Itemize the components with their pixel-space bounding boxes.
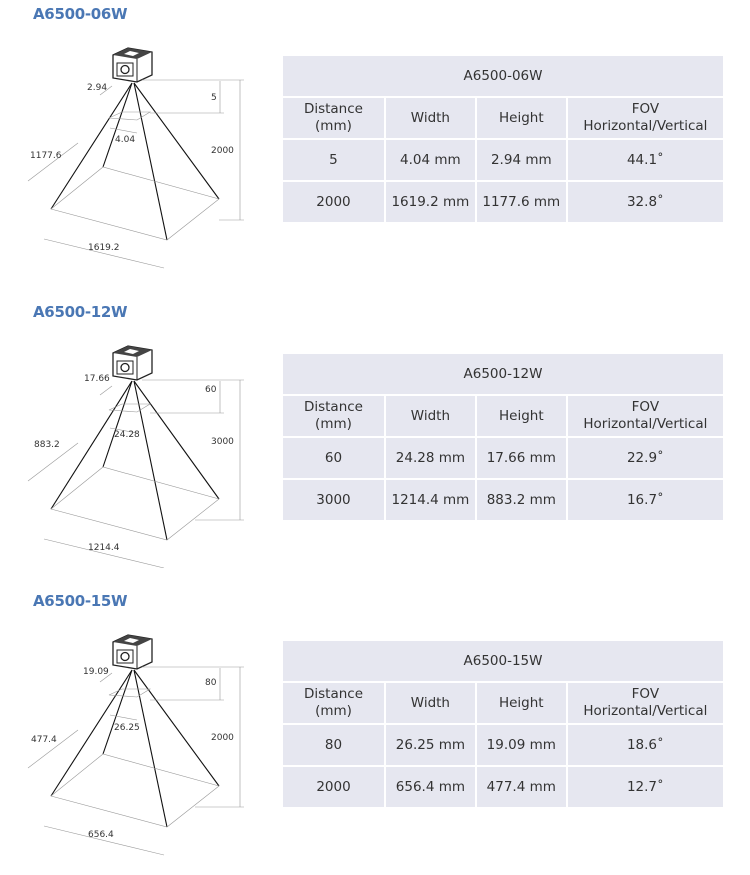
cell-fov: 22.9˚ <box>567 437 724 479</box>
table-row <box>282 139 724 181</box>
cell-height: 883.2 mm <box>476 479 567 521</box>
fov-spec-table <box>281 639 725 809</box>
cell-distance: 3000 <box>282 479 385 521</box>
fov-diagram <box>0 0 280 270</box>
far-distance-label: 2000 <box>211 146 234 156</box>
camera-device-icon <box>113 48 152 82</box>
table-title: A6500-06W <box>282 55 724 97</box>
table-row <box>282 437 724 479</box>
camera-device-icon <box>113 635 152 669</box>
cell-width: 4.04 mm <box>385 139 476 181</box>
far-distance-label: 3000 <box>211 437 234 447</box>
header-distance: Distance (mm) <box>282 97 385 139</box>
cell-height: 17.66 mm <box>476 437 567 479</box>
header-width: Width <box>385 97 476 139</box>
near-width-label: 24.28 <box>114 430 140 440</box>
cell-height: 2.94 mm <box>476 139 567 181</box>
header-fov: FOV Horizontal/Vertical <box>567 395 724 437</box>
header-fov: FOV Horizontal/Vertical <box>567 97 724 139</box>
fov-spec-table <box>281 54 725 224</box>
cell-width: 1214.4 mm <box>385 479 476 521</box>
far-height-label: 883.2 <box>34 440 60 450</box>
model-title: A6500-15W <box>33 592 128 610</box>
table-row <box>282 724 724 766</box>
model-title: A6500-12W <box>33 303 128 321</box>
table-row <box>282 181 724 223</box>
table-row <box>282 479 724 521</box>
far-height-label: 1177.6 <box>30 151 62 161</box>
cell-distance: 60 <box>282 437 385 479</box>
near-distance-label: 80 <box>205 678 217 688</box>
cell-width: 24.28 mm <box>385 437 476 479</box>
camera-device-icon <box>113 346 152 380</box>
cell-fov: 16.7˚ <box>567 479 724 521</box>
header-fov: FOV Horizontal/Vertical <box>567 682 724 724</box>
header-distance: Distance (mm) <box>282 395 385 437</box>
header-height: Height <box>476 97 567 139</box>
near-width-label: 4.04 <box>115 135 136 145</box>
near-height-label: 17.66 <box>84 374 110 384</box>
header-distance: Distance (mm) <box>282 682 385 724</box>
table-title: A6500-15W <box>282 640 724 682</box>
near-height-label: 19.09 <box>83 667 109 677</box>
near-distance-label: 60 <box>205 385 217 395</box>
near-distance-label: 5 <box>211 93 217 103</box>
cell-width: 656.4 mm <box>385 766 476 808</box>
cell-fov: 18.6˚ <box>567 724 724 766</box>
cell-height: 19.09 mm <box>476 724 567 766</box>
far-width-label: 1619.2 <box>88 243 120 253</box>
cell-distance: 80 <box>282 724 385 766</box>
cell-distance: 2000 <box>282 766 385 808</box>
header-width: Width <box>385 395 476 437</box>
fov-diagram <box>0 587 280 857</box>
header-height: Height <box>476 682 567 724</box>
cell-distance: 2000 <box>282 181 385 223</box>
far-width-label: 1214.4 <box>88 543 120 553</box>
cell-fov: 44.1˚ <box>567 139 724 181</box>
header-width: Width <box>385 682 476 724</box>
table-title: A6500-12W <box>282 353 724 395</box>
model-title: A6500-06W <box>33 5 128 23</box>
cell-fov: 12.7˚ <box>567 766 724 808</box>
fov-diagram <box>0 298 280 568</box>
near-width-label: 26.25 <box>114 723 140 733</box>
cell-width: 1619.2 mm <box>385 181 476 223</box>
header-height: Height <box>476 395 567 437</box>
far-width-label: 656.4 <box>88 830 114 840</box>
cell-fov: 32.8˚ <box>567 181 724 223</box>
near-height-label: 2.94 <box>87 83 108 93</box>
far-distance-label: 2000 <box>211 733 234 743</box>
fov-spec-table <box>281 352 725 522</box>
cell-height: 1177.6 mm <box>476 181 567 223</box>
far-height-label: 477.4 <box>31 735 57 745</box>
cell-distance: 5 <box>282 139 385 181</box>
table-row <box>282 766 724 808</box>
cell-width: 26.25 mm <box>385 724 476 766</box>
cell-height: 477.4 mm <box>476 766 567 808</box>
